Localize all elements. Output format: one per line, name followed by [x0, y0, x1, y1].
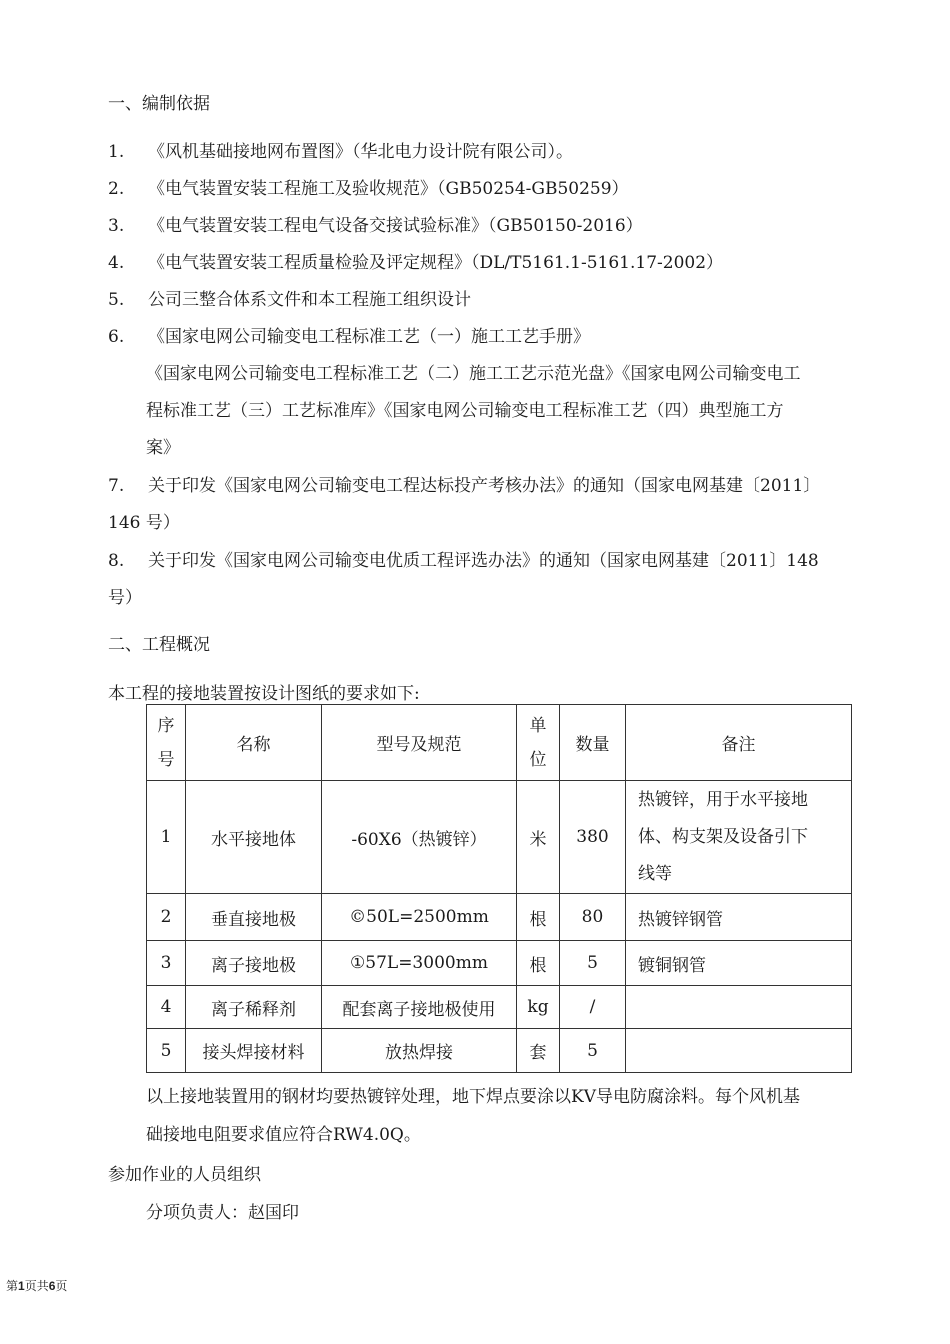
basis-item-2 [108, 178, 629, 200]
header-unit: 单 位 [517, 705, 560, 781]
staff-heading: 参加作业的人员组织 [108, 1165, 261, 1185]
basis-item-8 [108, 550, 819, 572]
item-text: 关于印发《国家电网公司输变电工程达标投产考核办法》的通知（国家电网基建〔2011〕 [148, 476, 821, 496]
basis-item-6 [108, 326, 590, 348]
header-seq: 序 号 [147, 705, 186, 781]
basis-item-4 [108, 252, 723, 274]
cell-seq: 3 [147, 941, 186, 986]
table-row [147, 986, 852, 1029]
basis-item-8-cont: 号） [108, 588, 142, 608]
table-row [147, 781, 852, 894]
cell-model: ©50L=2500mm [322, 894, 517, 941]
cell-model: 配套离子接地极使用 [322, 986, 517, 1029]
note-line-1: 以上接地装置用的钢材均要热镀锌处理，地下焊点要涂以KV导电防腐涂料。每个风机基 [146, 1087, 800, 1107]
cell-unit: 根 [517, 894, 560, 941]
cell-unit: 根 [517, 941, 560, 986]
basis-item-1 [108, 141, 573, 163]
cell-remark [626, 1029, 852, 1073]
item-number: 6. [108, 327, 125, 347]
item-number: 1. [108, 142, 125, 162]
table-row [147, 894, 852, 941]
item-number: 4. [108, 253, 125, 273]
cell-remark: 镀铜钢管 [626, 941, 852, 986]
cell-qty: 5 [560, 1029, 626, 1073]
item-number: 5. [108, 290, 125, 310]
cell-qty: 5 [560, 941, 626, 986]
cell-seq: 1 [147, 781, 186, 894]
basis-item-3 [108, 215, 643, 237]
cell-unit: kg [517, 986, 560, 1029]
cell-name: 离子接地极 [186, 941, 322, 986]
staff-line: 分项负责人：赵国印 [146, 1203, 299, 1223]
basis-item-6-cont: 《国家电网公司输变电工程标准工艺（二）施工工艺示范光盘》《国家电网公司输变电工 [146, 364, 801, 384]
table-row [147, 1029, 852, 1073]
section1-heading: 一、编制依据 [108, 94, 210, 114]
cell-remark: 热镀锌钢管 [626, 894, 852, 941]
page-number: 1 [18, 1279, 25, 1293]
cell-seq: 2 [147, 894, 186, 941]
cell-name: 离子稀释剂 [186, 986, 322, 1029]
item-number: 8. [108, 551, 125, 571]
item-text: 《国家电网公司输变电工程标准工艺（一）施工工艺手册》 [148, 327, 590, 347]
item-text: 《电气装置安装工程电气设备交接试验标准》（GB50150-2016） [148, 216, 643, 236]
cell-qty: / [560, 986, 626, 1029]
cell-seq: 4 [147, 986, 186, 1029]
item-text: 公司三整合体系文件和本工程施工组织设计 [148, 290, 471, 310]
cell-qty: 80 [560, 894, 626, 941]
page-footer: 第1页共6页 [6, 1279, 68, 1293]
basis-item-6-cont: 案》 [146, 438, 180, 458]
cell-remark [626, 986, 852, 1029]
basis-item-5 [108, 289, 471, 311]
cell-remark: 热镀锌，用于水平接地 体、构支架及设备引下 线等 [626, 781, 852, 894]
cell-name: 接头焊接材料 [186, 1029, 322, 1073]
page-total: 6 [48, 1279, 56, 1293]
cell-qty: 380 [560, 781, 626, 894]
cell-model: ①57L=3000mm [322, 941, 517, 986]
cell-model: 放热焊接 [322, 1029, 517, 1073]
cell-seq: 5 [147, 1029, 186, 1073]
header-name: 名称 [186, 705, 322, 781]
cell-model: -60X6（热镀锌） [322, 781, 517, 894]
table-header-row [147, 705, 852, 781]
item-text: 《风机基础接地网布置图》（华北电力设计院有限公司）。 [148, 142, 573, 162]
item-text: 《电气装置安装工程施工及验收规范》（GB50254-GB50259） [148, 179, 629, 199]
header-remark: 备注 [626, 705, 852, 781]
cell-unit: 套 [517, 1029, 560, 1073]
table-intro: 本工程的接地装置按设计图纸的要求如下: [108, 684, 420, 704]
basis-item-7-cont: 146 号） [108, 513, 180, 533]
note-line-2: 础接地电阻要求值应符合RW4.0Q。 [146, 1125, 421, 1145]
item-number: 2. [108, 179, 125, 199]
table-row [147, 941, 852, 986]
header-qty: 数量 [560, 705, 626, 781]
cell-unit: 米 [517, 781, 560, 894]
cell-name: 水平接地体 [186, 781, 322, 894]
cell-name: 垂直接地极 [186, 894, 322, 941]
item-number: 7. [108, 476, 125, 496]
grounding-materials-table [146, 704, 852, 1073]
basis-item-6-cont: 程标准工艺（三）工艺标准库》《国家电网公司输变电工程标准工艺（四）典型施工方 [146, 401, 784, 421]
item-number: 3. [108, 216, 125, 236]
item-text: 关于印发《国家电网公司输变电优质工程评选办法》的通知（国家电网基建〔2011〕148 [148, 551, 819, 571]
basis-item-7 [108, 475, 820, 497]
section2-heading: 二、工程概况 [108, 635, 210, 655]
header-model: 型号及规范 [322, 705, 517, 781]
item-text: 《电气装置安装工程质量检验及评定规程》（DL/T5161.1-5161.17-2002） [148, 253, 724, 273]
